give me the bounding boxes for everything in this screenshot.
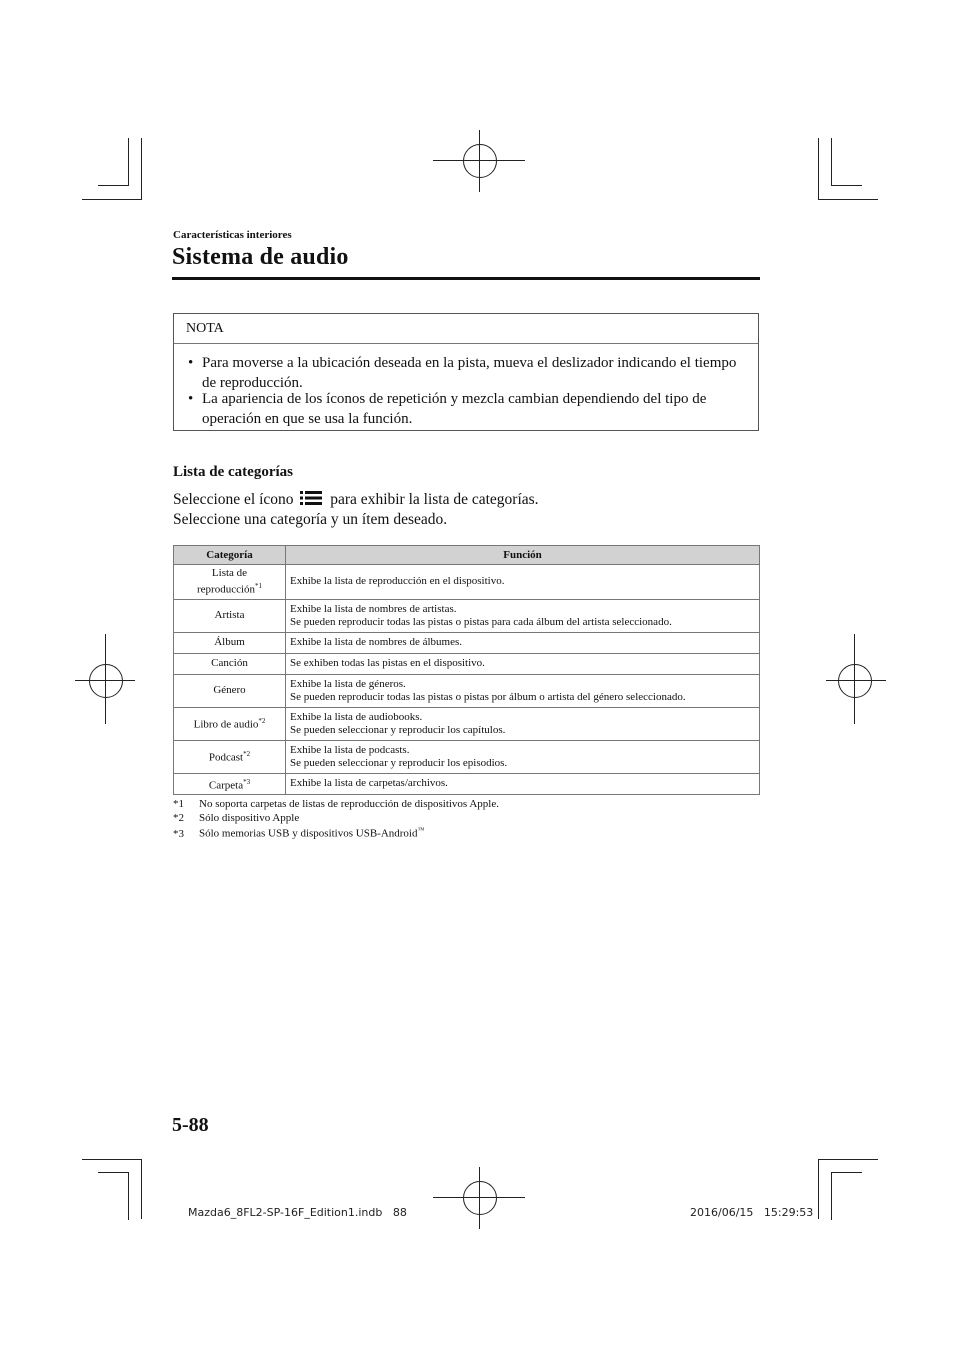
section-heading: Lista de categorías <box>173 464 293 480</box>
table-row <box>174 653 760 674</box>
title-rule <box>172 277 760 280</box>
page-title: Sistema de audio <box>172 244 349 270</box>
function-cell: Exhibe la lista de carpetas/archivos. <box>286 773 760 795</box>
table-row <box>174 632 760 653</box>
category-cell: Libro de audio$^{*2}$ <box>174 707 286 740</box>
section-label: Características interiores <box>173 229 292 241</box>
note-divider <box>174 343 758 344</box>
table-header-row <box>174 546 760 565</box>
note-box <box>173 313 759 431</box>
footnote: *1 No soporta carpetas de listas de reproducción de dispositivos Apple. <box>173 798 499 810</box>
bullet-icon: • <box>188 355 194 371</box>
category-cell: Carpeta$^{*3}$ <box>174 773 286 795</box>
list-icon <box>300 490 322 506</box>
table-row <box>174 740 760 773</box>
table-row <box>174 773 760 795</box>
note-heading: NOTA <box>186 321 224 336</box>
category-cell: Artista <box>174 599 286 632</box>
function-cell: Exhibe la lista de nombres de álbumes. <box>286 632 760 653</box>
footnote: *2 Sólo dispositivo Apple <box>173 812 300 824</box>
function-cell: Se exhiben todas las pistas en el dispositivo. <box>286 653 760 674</box>
footnote: *3 Sólo memorias USB y dispositivos USB-Android™ <box>173 826 425 840</box>
function-cell: Exhibe la lista de nombres de artistas. Se pueden reproducir todas las pistas o pistas para cada álbum del artista seleccionado. <box>286 599 760 632</box>
note-item: • La apariencia de los íconos de repetición y mezcla cambian dependiendo del tipo de operación en que se usa la función. <box>188 391 707 427</box>
table-row <box>174 565 760 600</box>
function-cell: Exhibe la lista de reproducción en el dispositivo. <box>286 565 760 600</box>
category-cell: Álbum <box>174 632 286 653</box>
function-cell: Exhibe la lista de géneros. Se pueden reproducir todas las pistas o pistas por álbum o artista del género seleccionado. <box>286 674 760 707</box>
column-header-function: Función <box>286 546 760 565</box>
category-cell: Género <box>174 674 286 707</box>
category-table <box>173 545 760 795</box>
category-cell: Canción <box>174 653 286 674</box>
column-header-category: Categoría <box>174 546 286 565</box>
bullet-icon: • <box>188 391 194 407</box>
category-cell: Podcast$^{*2}$ <box>174 740 286 773</box>
function-cell: Exhibe la lista de podcasts. Se pueden seleccionar y reproducir los episodios. <box>286 740 760 773</box>
table-row <box>174 674 760 707</box>
print-timestamp: 2016/06/15 15:29:53 <box>690 1206 814 1219</box>
table-row <box>174 599 760 632</box>
instruction-line-2: Seleccione una categoría y un ítem deseado. <box>173 511 448 528</box>
page-number: 5-88 <box>172 1114 209 1136</box>
print-file-name: Mazda6_8FL2-SP-16F_Edition1.indb 88 <box>188 1206 407 1219</box>
table-row <box>174 707 760 740</box>
instruction-line-1: Seleccione el ícono para exhibir la lista de categorías. <box>173 491 539 508</box>
function-cell: Exhibe la lista de audiobooks. Se pueden seleccionar y reproducir los capítulos. <box>286 707 760 740</box>
category-cell: Lista de reproducción$^{*1}$ <box>174 565 286 600</box>
note-item: • Para moverse a la ubicación deseada en la pista, mueva el deslizador indicando el tiempo de reproducción. <box>188 355 737 391</box>
